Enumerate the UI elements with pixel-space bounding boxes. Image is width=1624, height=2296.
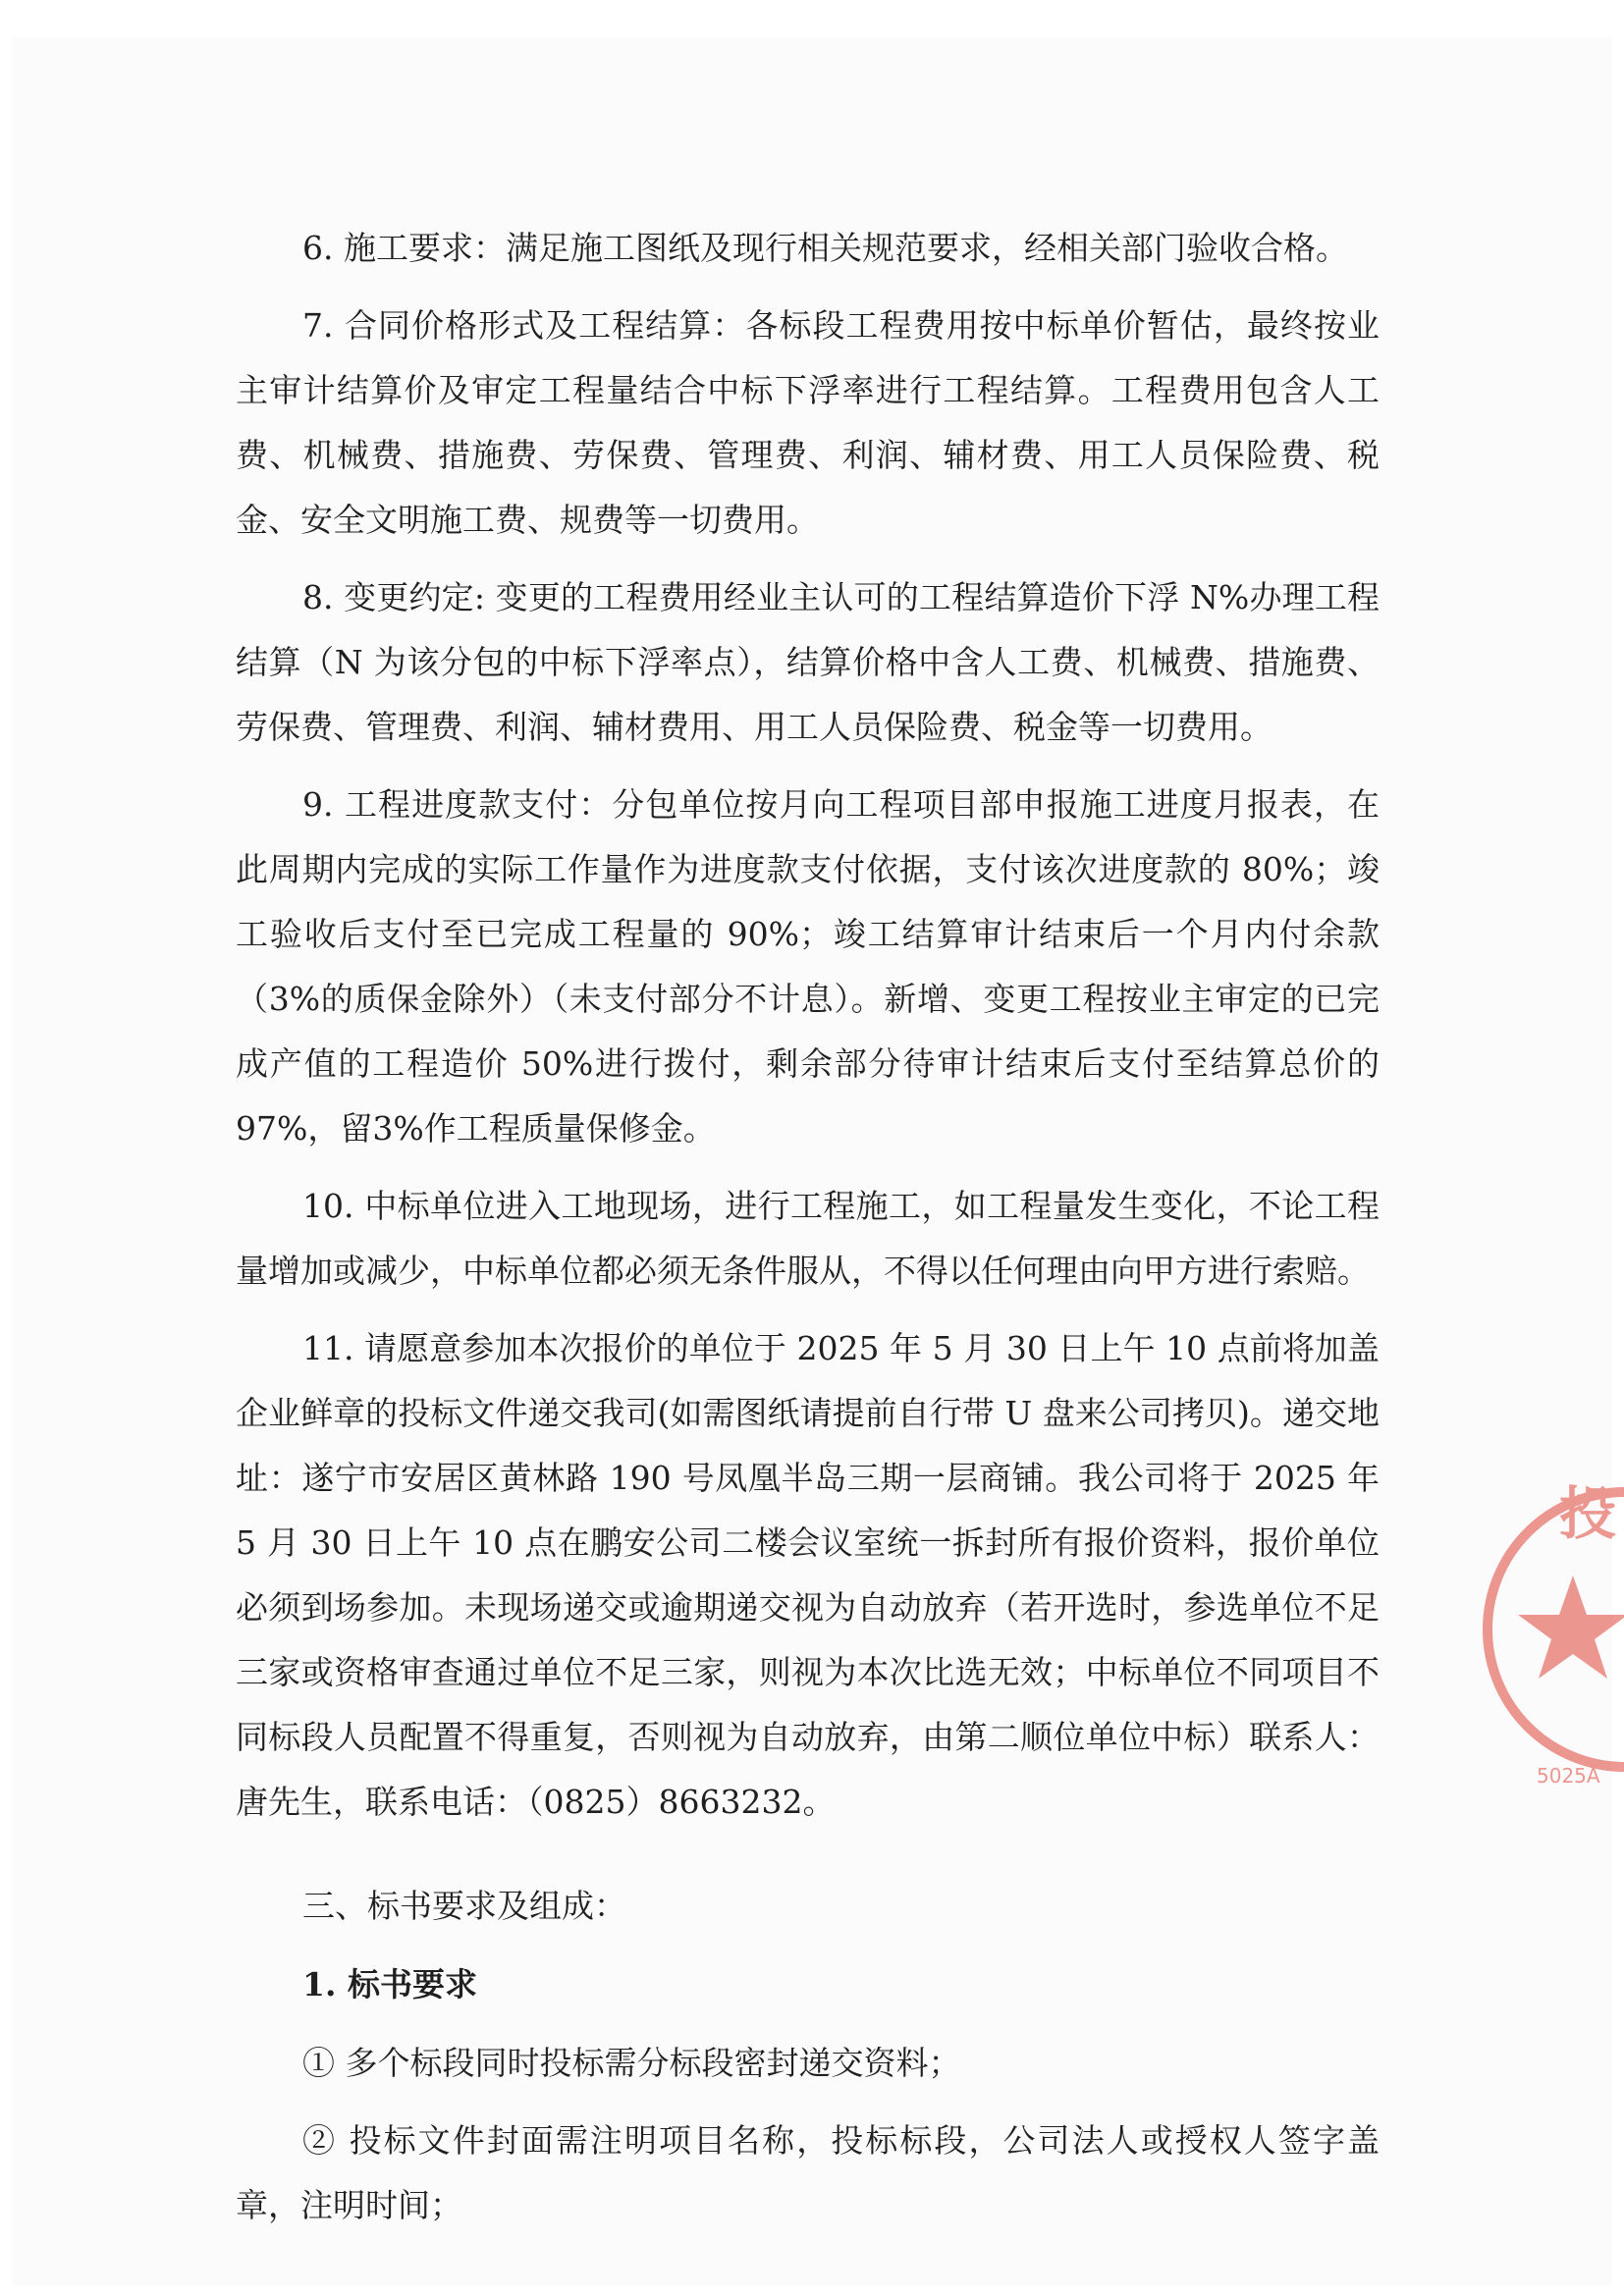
requirement-2: ② 投标文件封面需注明项目名称，投标标段，公司法人或授权人签字盖章，注明时间； xyxy=(236,2121,1380,2224)
clause-6: 6. 施工要求：满足施工图纸及现行相关规范要求，经相关部门验收合格。 xyxy=(302,229,1348,267)
document-body xyxy=(236,216,1380,2251)
section-heading: 三、标书要求及组成： xyxy=(302,1887,626,1925)
clause-10: 10. 中标单位进入工地现场，进行工程施工，如工程量发生变化，不论工程量增加或减少，中标单位都必须无条件服从，不得以任何理由向甲方进行索赔。 xyxy=(236,1187,1380,1290)
clause-8: 8. 变更约定: 变更的工程费用经业主认可的工程结算造价下浮 N%办理工程结算（N 为该分包的中标下浮率点），结算价格中含人工费、机械费、措施费、劳保费、管理费、利润、辅材费用、用工人员保险费、税金等一切费用。 xyxy=(236,578,1380,746)
requirement-1: ① 多个标段同时投标需分标段密封递交资料； xyxy=(302,2044,961,2082)
company-seal xyxy=(1483,1443,1624,1816)
clause-11: 11. 请愿意参加本次报价的单位于 2025 年 5 月 30 日上午 10 点前将加盖企业鲜章的投标文件递交我司(如需图纸请提前自行带 U 盘来公司拷贝)。递交地址：遂宁市安居区黄林路 190 号凤凰半岛三期一层商铺。我公司将于 2025 年 5 月 30 日上午 10 点在鹏安公司二楼会议室统一拆封所有报价资料，报价单位必须到场参加。未现场递交或逾期递交视为自动放弃（若开选时，参选单位不足三家或资格审查通过单位不足三家，则视为本次比选无效；中标单位不同项目不同标段人员配置不得重复，否则视为自动放弃，由第二顺位单位中标）联系人：唐先生，联系电话：（0825）8663232。 xyxy=(236,1329,1380,1821)
clause-9: 9. 工程进度款支付：分包单位按月向工程项目部申报施工进度月报表，在此周期内完成的实际工作量作为进度款支付依据，支付该次进度款的 80%；竣工验收后支付至已完成工程量的 90%；竣工结算审计结束后一个月内付余款（3%的质保金除外）（未支付部分不计息）。新增、变更工程按业主审定的已完成产值的工程造价 50%进行拨付，剩余部分待审计结束后支付至结算总价的 97%，留3%作工程质量保修金。 xyxy=(236,785,1380,1148)
subsection-heading: 1. 标书要求 xyxy=(302,1965,477,2003)
seal-code: 5025A xyxy=(1537,1764,1600,1788)
seal-text: 投 xyxy=(1559,1480,1617,1547)
clause-7: 7. 合同价格形式及工程结算：各标段工程费用按中标单价暂估，最终按业主审计结算价及审定工程量结合中标下浮率进行工程结算。工程费用包含人工费、机械费、措施费、劳保费、管理费、利润、辅材费、用工人员保险费、税金、安全文明施工费、规费等一切费用。 xyxy=(236,306,1380,539)
